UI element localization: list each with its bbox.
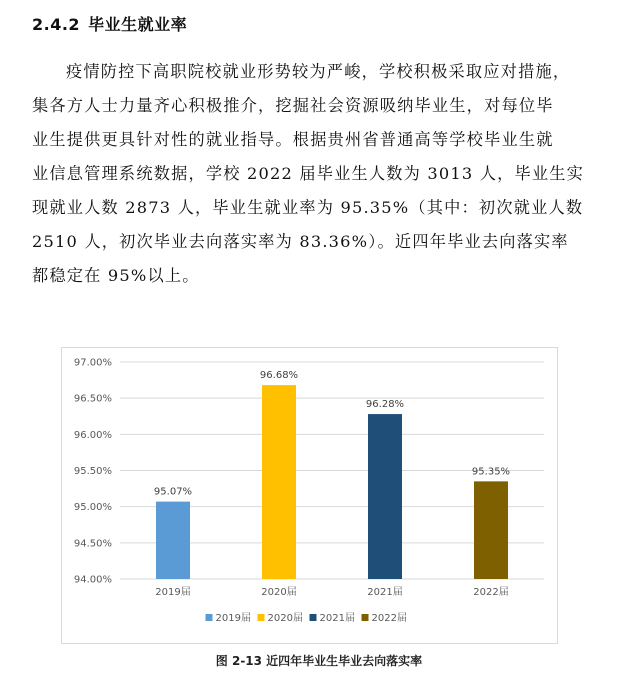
y-tick-label: 97.00%: [73, 357, 112, 369]
x-tick-label: 2022届: [473, 587, 509, 598]
x-tick-label: 2021届: [367, 587, 403, 598]
bar: [368, 414, 402, 579]
y-tick-label: 96.50%: [73, 393, 112, 405]
legend-swatch: [206, 614, 213, 621]
y-tick-label: 95.50%: [73, 466, 112, 477]
legend-swatch: [310, 614, 317, 621]
bar-chart: [61, 347, 558, 644]
y-tick-label: 94.50%: [73, 538, 112, 550]
chart-canvas: [62, 348, 557, 643]
bar: [262, 385, 296, 579]
legend-swatch: [362, 614, 369, 621]
data-label: 96.68%: [259, 370, 299, 382]
paragraph-line: 集各方人士力量齐心积极推介，挖掘社会资源吸纳毕业生，对每位毕: [32, 96, 554, 115]
y-tick-label: 95.00%: [73, 502, 112, 514]
section-number: 2.4.2: [32, 15, 81, 34]
body-paragraph: [32, 55, 610, 293]
figure-caption: 图 2-13 近四年毕业生毕业去向落实率: [215, 654, 423, 668]
data-label: 96.28%: [365, 399, 405, 411]
data-label: 95.07%: [153, 486, 193, 498]
paragraph-line: 现就业人数 2873 人，毕业生就业率为 95.35%（其中：初次就业人数: [32, 198, 584, 217]
paragraph-line: 疫情防控下高职院校就业形势较为严峻，学校积极采取应对措施，: [66, 62, 571, 81]
legend-label: 2019届: [215, 613, 251, 624]
paragraph-line: 业生提供更具针对性的就业指导。根据贵州省普通高等学校毕业生就: [32, 130, 554, 149]
legend-label: 2021届: [319, 613, 355, 624]
section-title: 毕业生就业率: [88, 15, 188, 34]
paragraph-line: 2510 人，初次毕业去向落实率为 83.36%）。近四年毕业去向落实率: [32, 232, 569, 251]
legend-swatch: [258, 614, 265, 621]
y-tick-label: 96.00%: [73, 429, 112, 441]
legend-label: 2022届: [371, 613, 407, 624]
data-label: 95.35%: [471, 466, 511, 478]
x-tick-label: 2020届: [261, 587, 297, 598]
bar: [474, 481, 508, 579]
y-tick-label: 94.00%: [73, 574, 112, 586]
paragraph-line: 都稳定在 95%以上。: [32, 266, 200, 285]
legend-label: 2020届: [267, 613, 303, 624]
bar: [156, 502, 190, 579]
section-heading: [32, 12, 187, 35]
x-tick-label: 2019届: [155, 587, 191, 598]
paragraph-line: 业信息管理系统数据，学校 2022 届毕业生人数为 3013 人，毕业生实: [32, 164, 585, 183]
